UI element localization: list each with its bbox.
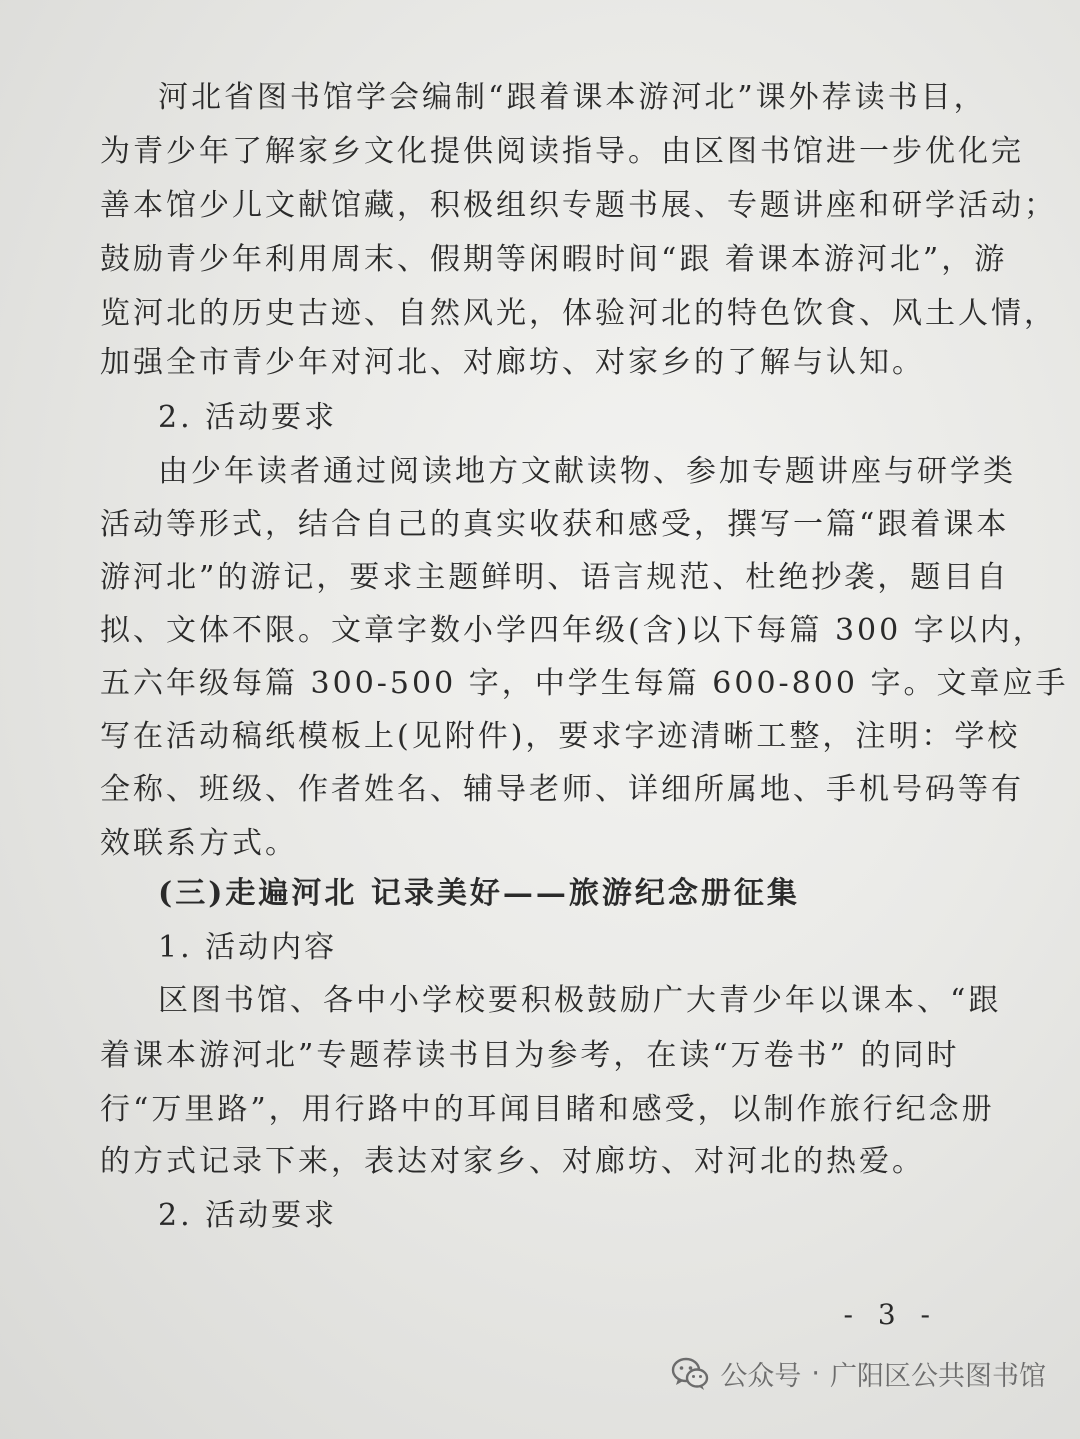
paragraph-line: 游河北”的游记，要求主题鲜明、语言规范、杜绝抄袭，题目自 [100, 560, 1010, 595]
paragraph-line: 览河北的历史古迹、自然风光，体验河北的特色饮食、风土人情， [100, 296, 1057, 331]
paragraph-line: 全称、班级、作者姓名、辅导老师、详细所属地、手机号码等有 [100, 772, 1024, 807]
paragraph-line: 河北省图书馆学会编制“跟着课本游河北”课外荐读书目， [158, 80, 987, 115]
paragraph-line: 区图书馆、各中小学校要积极鼓励广大青少年以课本、“跟 [158, 983, 1002, 1018]
section-heading: 1. 活动内容 [158, 930, 338, 965]
paragraph-line: 行“万里路”，用行路中的耳闻目睹和感受，以制作旅行纪念册 [100, 1092, 995, 1127]
paragraph-line: 拟、文体不限。文章字数小学四年级(含)以下每篇 300 字以内， [100, 613, 1046, 648]
paragraph-line: 为青少年了解家乡文化提供阅读指导。由区图书馆进一步优化完 [100, 134, 1024, 169]
paragraph-line: 鼓励青少年利用周末、假期等闲暇时间“跟 着课本游河北”，游 [100, 242, 1008, 277]
wechat-watermark [670, 1353, 1046, 1393]
paragraph-line: 效联系方式。 [100, 826, 298, 861]
paragraph-line: 着课本游河北”专题荐读书目为参考，在读“万卷书” 的同时 [100, 1038, 960, 1073]
watermark-account: 广阳区公共图书馆 [830, 1360, 1046, 1392]
section-title: (三)走遍河北 记录美好——旅游纪念册征集 [158, 876, 800, 911]
section-heading: 2. 活动要求 [158, 1198, 338, 1233]
paragraph-line: 写在活动稿纸模板上(见附件)，要求字迹清晰工整，注明：学校 [100, 719, 1021, 754]
watermark-separator: · [811, 1357, 820, 1389]
paragraph-line: 活动等形式，结合自己的真实收获和感受，撰写一篇“跟着课本 [100, 507, 1010, 542]
paragraph-line: 加强全市青少年对河北、对廊坊、对家乡的了解与认知。 [100, 345, 925, 380]
paragraph-line: 由少年读者通过阅读地方文献读物、参加专题讲座与研学类 [158, 454, 1016, 489]
paragraph-line: 五六年级每篇 300-500 字，中学生每篇 600-800 字。文章应手 [100, 666, 1069, 701]
section-heading: 2. 活动要求 [158, 400, 338, 435]
wechat-icon [670, 1353, 710, 1393]
paragraph-line: 的方式记录下来，表达对家乡、对廊坊、对河北的热爱。 [100, 1144, 925, 1179]
page-number: - 3 - [843, 1298, 938, 1331]
paragraph-line: 善本馆少儿文献馆藏，积极组织专题书展、专题讲座和研学活动； [100, 188, 1057, 223]
watermark-label: 公众号 [720, 1360, 802, 1392]
